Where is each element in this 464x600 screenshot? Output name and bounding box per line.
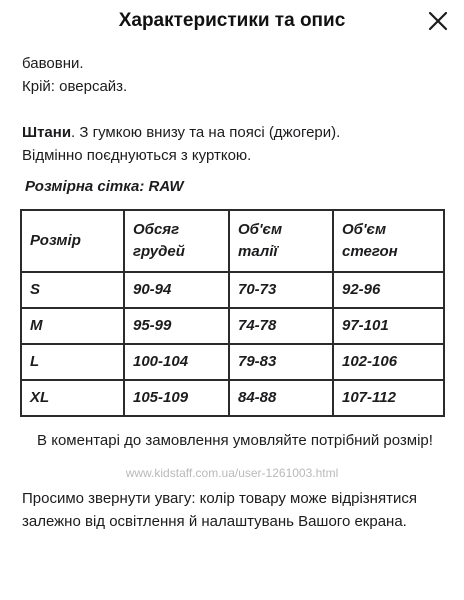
table-cell: XL	[21, 380, 124, 416]
watermark: www.kidstaff.com.ua/user-1261003.html	[125, 466, 339, 480]
table-cell: M	[21, 308, 124, 344]
table-header-cell: Об'єм талії	[229, 210, 333, 272]
description-fabric	[22, 52, 452, 98]
pants-line	[22, 121, 452, 144]
description-line: Крій: оверсайз.	[22, 78, 128, 95]
table-cell: 79-83	[229, 344, 333, 380]
modal-title: Характеристики та опис	[118, 10, 346, 31]
table-cell: L	[21, 344, 124, 380]
table-cell: 95-99	[124, 308, 229, 344]
table-cell: 92-96	[333, 272, 444, 308]
table-cell: 84-88	[229, 380, 333, 416]
table-row	[21, 380, 444, 416]
pants-label: Штани	[22, 124, 72, 141]
table-cell: S	[21, 272, 124, 308]
table-header-row	[21, 210, 444, 272]
table-cell: 100-104	[124, 344, 229, 380]
close-button[interactable]	[426, 9, 450, 33]
table-cell: 102-106	[333, 344, 444, 380]
table-row	[21, 308, 444, 344]
table-cell: 105-109	[124, 380, 229, 416]
color-warning: Просимо звернути увагу: колір товару може відрізнятися залежно від освітлення й налаштувань Вашого екрана.	[22, 490, 417, 530]
size-comment-note: В коментарі до замовлення умовляйте потрібний розмір!	[37, 432, 433, 449]
pants-text: . З гумкою внизу та на поясі (джогери).	[71, 124, 341, 141]
table-cell: 90-94	[124, 272, 229, 308]
table-cell: 107-112	[333, 380, 444, 416]
table-cell: 97-101	[333, 308, 444, 344]
table-row	[21, 272, 444, 308]
description-line: бавовни.	[22, 55, 84, 72]
size-table	[20, 209, 445, 417]
description-pants	[22, 121, 452, 167]
close-icon	[426, 9, 450, 33]
table-header-cell: Розмір	[21, 210, 124, 272]
table-row	[21, 344, 444, 380]
table-header-cell: Об'єм стегон	[333, 210, 444, 272]
modal-header	[0, 0, 464, 44]
table-cell: 74-78	[229, 308, 333, 344]
size-chart-title: Розмірна сітка: RAW	[25, 178, 184, 195]
pants-line-2: Відмінно поєднуються з курткою.	[22, 147, 252, 164]
table-header-cell: Обсяг грудей	[124, 210, 229, 272]
table-cell: 70-73	[229, 272, 333, 308]
